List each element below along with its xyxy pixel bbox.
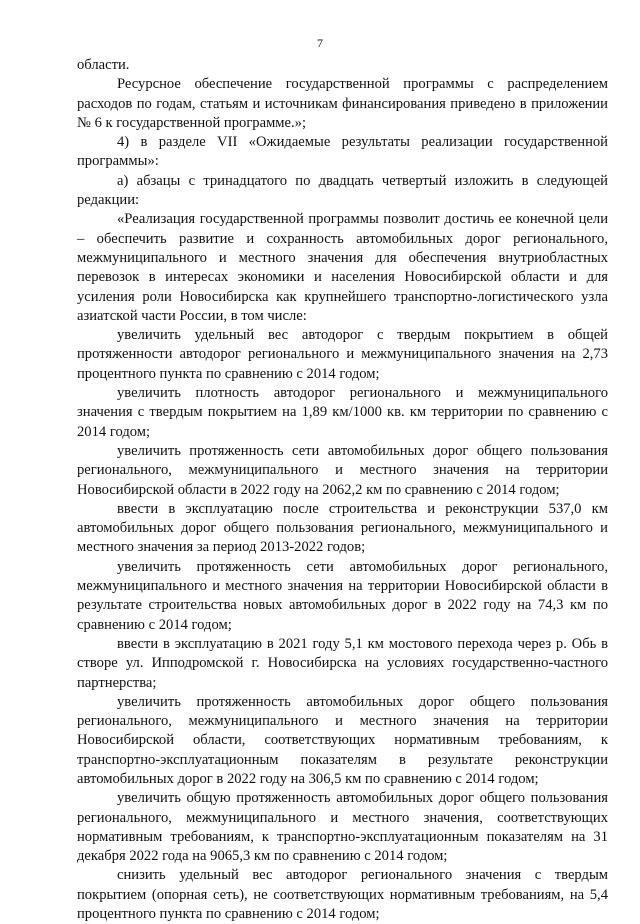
paragraph: 4) в разделе VII «Ожидаемые результаты реализации государственной программы»: [77,134,608,170]
page-number: 7 [317,36,323,50]
paragraph: Ресурсное обеспечение государственной программы с распределением расходов по годам, статьям и источникам финансирования приведено в приложении № 6 к государственной программе.»; [77,76,608,131]
paragraph: области. [77,57,130,73]
paragraph: увеличить протяженность автомобильных дорог общего пользования регионального, межмуниципального и местного значения на территории Новосибирской области, соответствующих нормативным требованиям, к транспортно-эксплуатационным показателям в результате реконструкции автомобильных дорог в 2022 году на 306,5 км по сравнению с 2014 годом; [77,693,608,787]
paragraph: увеличить протяженность сети автомобильных дорог регионального, межмуниципального и местного значения на территории Новосибирской области в результате строительства новых автомобильных дорог в 2022 году на 74,3 км по сравнению с 2014 годом; [77,558,608,633]
paragraph: ввести в эксплуатацию в 2021 году 5,1 км мостового перехода через р. Обь в створе ул. Ипподромской г. Новосибирска на условиях государственно-частного партнерства; [77,635,608,691]
paragraph: ввести в эксплуатацию после строительства и реконструкции 537,0 км автомобильных дорог общего пользования регионального, межмуниципального и местного значения за период 2013-2022 годов; [77,500,608,556]
paragraph: снизить удельный вес автодорог регионального значения с твердым покрытием (опорная сеть), не соответствующих нормативным требованиям, на 5,4 процентного пункта по сравнению с 2014 годом; [77,867,608,923]
paragraph: увеличить удельный вес автодорог с твердым покрытием в общей протяженности автодорог регионального и межмуниципального значения на 2,73 процентного пункта по сравнению с 2014 годом; [77,327,608,382]
paragraph: увеличить протяженность сети автомобильных дорог общего пользования регионального, межмуниципального и местного значения на территории Новосибирской области в 2022 году на 2062,2 км по сравнению с 2014 годом; [77,442,608,498]
paragraph: а) абзацы с тринадцатого по двадцать четвертый изложить в следующей редакции: [77,172,608,209]
paragraph: увеличить общую протяженность автомобильных дорог общего пользования регионального, межмуниципального и местного значения, соответствующих нормативным требованиям, к транспортно-эксплуатационным показателям на 31 декабря 2022 года на 9065,3 км по сравнению с 2014 годом; [77,790,608,865]
paragraph: «Реализация государственной программы позволит достичь ее конечной цели – обеспечить развитие и сохранность автомобильных дорог регионального, межмуниципального и местного значения для обеспечения внутриобластных перевозок в интересах экономики и населения Новосибирской области и для усиления роли Новосибирска как крупнейшего транспортно-логистического узла азиатской части России, в том числе: [77,211,608,324]
paragraph: увеличить плотность автодорог регионального и межмуниципального значения с твердым покрытием на 1,89 км/1000 кв. км территории по сравнению с 2014 годом; [77,385,608,440]
document-body [77,56,608,924]
